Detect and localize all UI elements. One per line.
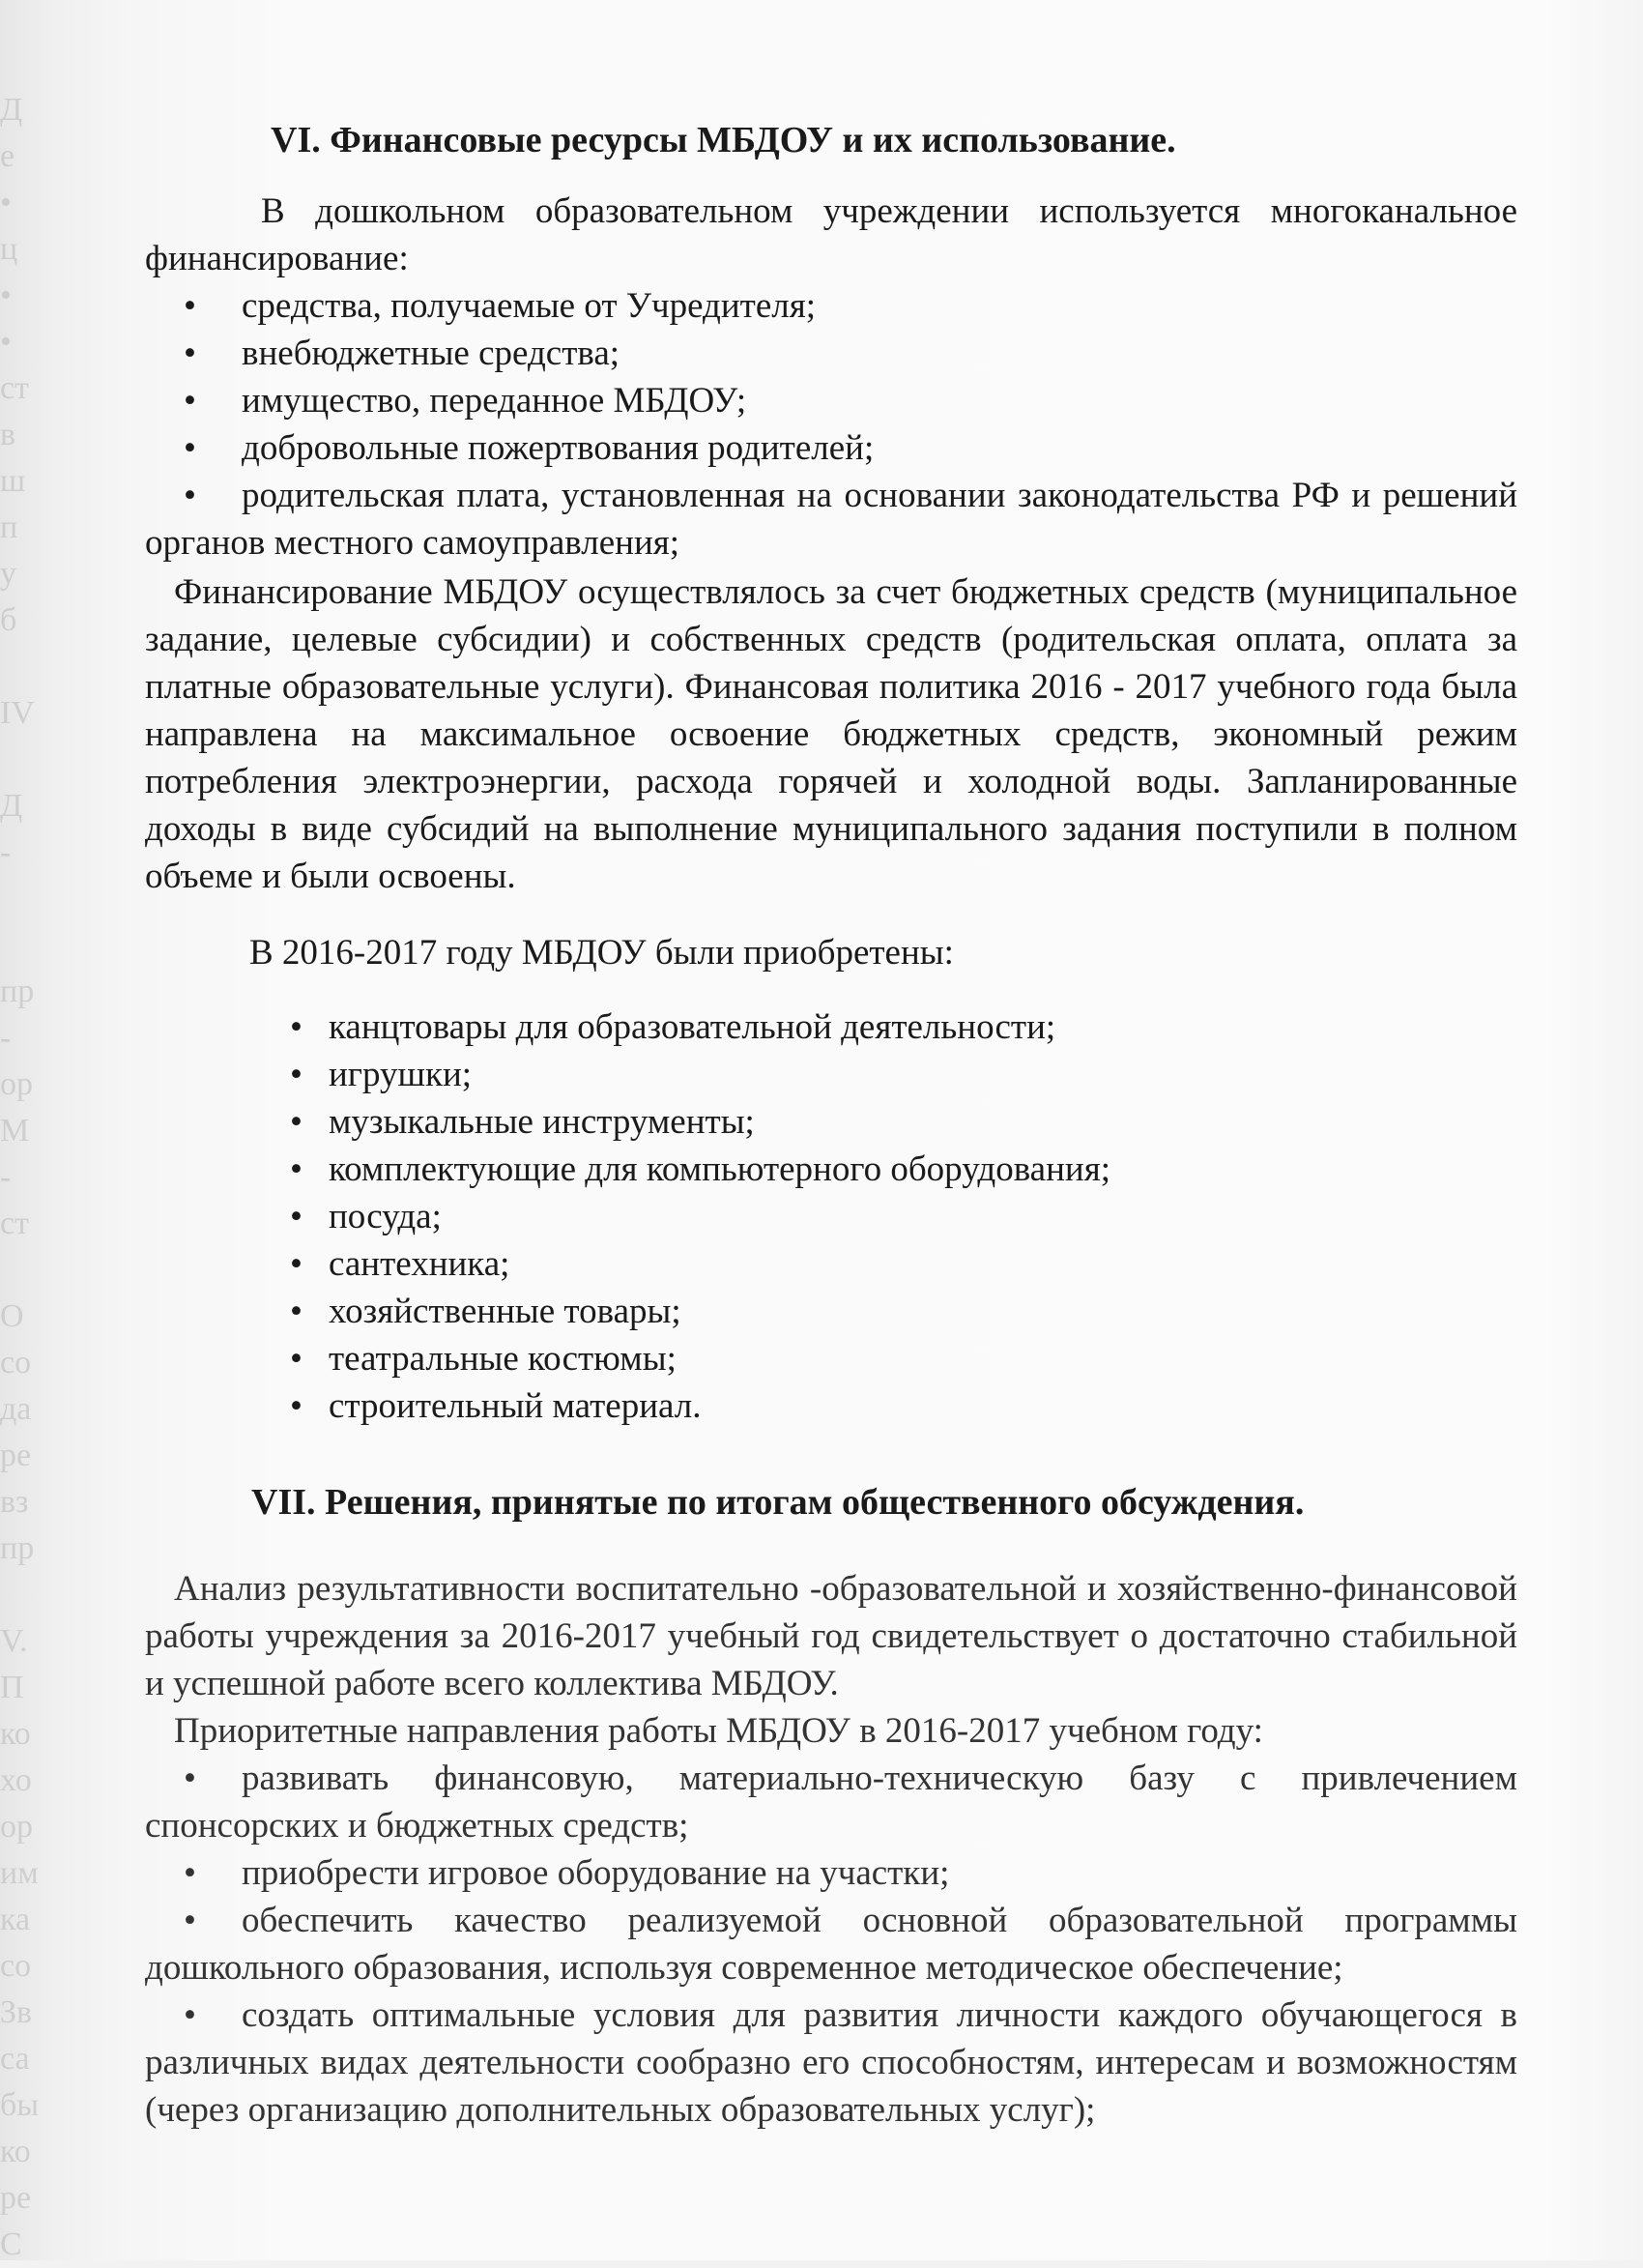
- purchased-item: • игрушки;: [145, 1051, 1517, 1098]
- purchased-item: • хозяйственные товары;: [145, 1288, 1517, 1335]
- document-body: [145, 116, 1517, 2134]
- financing-source-item: • имущество, переданное МБДОУ;: [145, 377, 1517, 424]
- purchased-item: • театральные костюмы;: [145, 1335, 1517, 1382]
- analysis-paragraph: Анализ результативности воспитательно -образовательной и хозяйственно-финансовой работы учреждения за 2016-2017 учебный год свидетельствует о достаточно стабильной и успешной работе всего коллектива МБДОУ.: [145, 1569, 1517, 1703]
- purchased-item: • сантехника;: [145, 1240, 1517, 1288]
- priority-item: • обеспечить качество реализуемой основной образовательной программы дошкольного образования, используя современное методическое обеспечение;: [145, 1897, 1517, 1992]
- financing-source-item: • родительская плата, установленная на основании законодательства РФ и решений органов местного самоуправления;: [145, 472, 1517, 567]
- financing-source-item: • средства, получаемые от Учредителя;: [145, 282, 1517, 330]
- priority-item: • создать оптимальные условия для развития личности каждого обучающегося в различных видах деятельности сообразно его способностям, интересам и возможностям (через организацию дополнительных образовательных услуг);: [145, 1992, 1517, 2134]
- financing-paragraph: Финансирование МБДОУ осуществлялось за счет бюджетных средств (муниципальное задание, целевые субсидии) и собственных средств (родительская оплата, оплата за платные образовательные услуги). Финансовая политика 2016 - 2017 учебного года была направлена на максимальное освоение бюджетных средств, экономный режим потребления электроэнергии, расхода горячей и холодной воды. Запланированные доходы в виде субсидий на выполнение муниципального задания поступили в полном объеме и были освоены.: [145, 572, 1517, 896]
- section-7-title: VII. Решения, принятые по итогам общественного обсуждения.: [251, 1482, 1305, 1523]
- purchased-item: • строительный материал.: [145, 1382, 1517, 1430]
- financing-sources-list: [145, 282, 1517, 567]
- section-6-title: VI. Финансовые ресурсы МБДОУ и их использование.: [271, 120, 1176, 160]
- priority-item: • приобрести игровое оборудование на участки;: [145, 1849, 1517, 1897]
- purchased-intro: В 2016-2017 году МБДОУ были приобретены:: [249, 933, 954, 973]
- purchased-item: • канцтовары для образовательной деятельности;: [145, 1003, 1517, 1051]
- purchased-list: [145, 1003, 1517, 1430]
- purchased-item: • музыкальные инструменты;: [145, 1098, 1517, 1146]
- financing-source-item: • внебюджетные средства;: [145, 330, 1517, 377]
- financing-source-item: • добровольные пожертвования родителей;: [145, 424, 1517, 472]
- previous-page-bleed: Д е • ц • • ст в ш п у б IV Д - пр - ор М - ст О со да ре вз пр V. П ко хо ор им ка со Зв са бы ко ре С: [0, 92, 40, 2262]
- purchased-item: • посуда;: [145, 1193, 1517, 1240]
- purchased-item: • комплектующие для компьютерного оборудования;: [145, 1146, 1517, 1193]
- priorities-list: [145, 1755, 1517, 2134]
- priorities-intro: Приоритетные направления работы МБДОУ в 2016-2017 учебном году:: [174, 1711, 1263, 1751]
- financing-intro: В дошкольном образовательном учреждении используется многоканальное финансирование:: [145, 191, 1517, 278]
- priority-item: • развивать финансовую, материально-техническую базу с привлечением спонсорских и бюджетных средств;: [145, 1755, 1517, 1849]
